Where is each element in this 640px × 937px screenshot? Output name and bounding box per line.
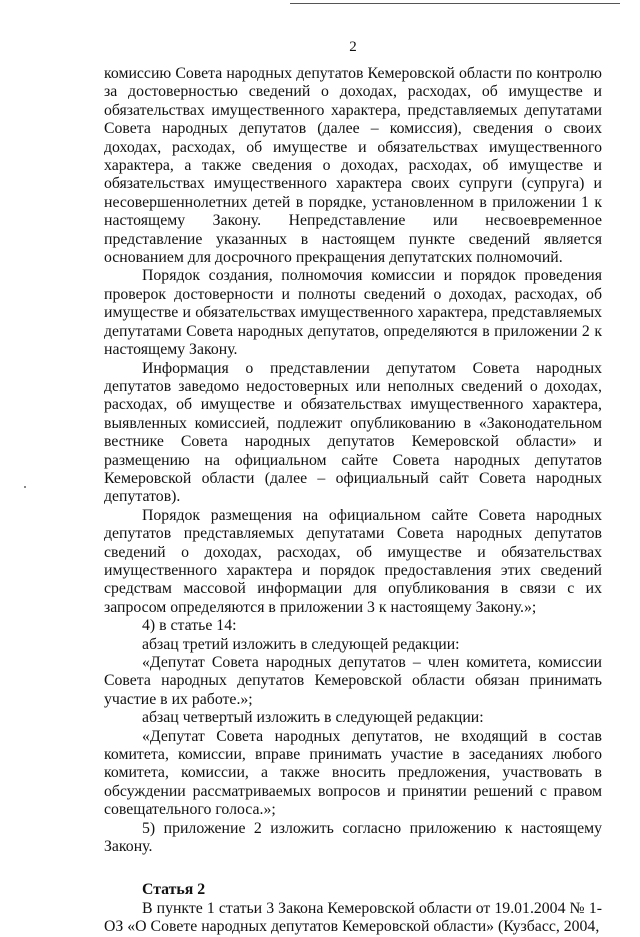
scan-speck bbox=[24, 486, 26, 488]
paragraph-3: Информация о представлении депутатом Совета народных депутатов заведомо недостоверных или неполных сведений о доходах, расходах, об имуществе и обязательствах имущественного характера, выявленных комиссией, подлежит опубликованию в «Законодательном вестнике Совета народных депутатов Кемеровской области» и размещению на официальном сайте Совета народных депутатов Кемеровской области (далее – официальный сайт Совета народных депутатов). bbox=[104, 359, 602, 506]
paragraph-1: комиссию Совета народных депутатов Кемеровской области по контролю за достоверностью сведений о доходах, расходах, об имуществе и обязательствах имущественного характера, представляемых депутатами Совета народных депутатов (далее – комиссия), сведения о своих доходах, расходах, об имуществе и обязательствах имущественного характера, а также сведения о доходах, расходах, об имуществе и обязательствах имущественного характера своих супруги (супруга) и несовершеннолетних детей в порядке, установленном в приложении 1 к настоящему Закону. Непредставление или несвоевременное представление указанных в настоящем пункте сведений является основанием для досрочного прекращения депутатских полномочий. bbox=[104, 65, 602, 267]
paragraph-9: «Депутат Совета народных депутатов, не входящий в состав комитета, комиссии, вправе принимать участие в заседаниях любого комитета, комиссии, а также вносить предложения, участвовать в обсуждении рассматриваемых вопросов и принятии решений с правом совещательного голоса.»; bbox=[104, 727, 602, 819]
paragraph-4: Порядок размещения на официальном сайте Совета народных депутатов представляемых депутатами Совета народных депутатов сведений о доходах, расходах, об имуществе и обязательствах имущественного характера и порядок предоставления этих сведений средствам массовой информации для опубликования в связи с их запросом определяются в приложении 3 к настоящему Закону.»; bbox=[104, 506, 602, 616]
article-text: В пункте 1 статьи 3 Закона Кемеровской области от 19.01.2004 № 1-ОЗ «О Совете народных депутатов Кемеровской области» (Кузбасс, 2004, bbox=[104, 899, 602, 936]
paragraph-2: Порядок создания, полномочия комиссии и порядок проведения проверок достоверности и полноты сведений о доходах, расходах, об имуществе и обязательствах имущественного характера, представляемых депутатами Совета народных депутатов, определяются в приложении 2 к настоящему Закону. bbox=[104, 267, 602, 359]
article-heading: Статья 2 bbox=[142, 881, 206, 899]
page-number: 2 bbox=[349, 39, 357, 55]
paragraph-8: абзац четвертый изложить в следующей редакции: bbox=[142, 709, 484, 727]
document-page bbox=[104, 38, 602, 937]
paragraph-10: 5) приложение 2 изложить согласно приложению к настоящему Закону. bbox=[104, 819, 602, 856]
paragraph-5: 4) в статье 14: bbox=[142, 617, 237, 635]
paragraph-6: абзац третий изложить в следующей редакции: bbox=[142, 635, 460, 653]
top-rule bbox=[290, 3, 620, 4]
paragraph-7: «Депутат Совета народных депутатов – член комитета, комиссии Совета народных депутатов Кемеровской области обязан принимать участие в их работе.»; bbox=[104, 654, 602, 708]
